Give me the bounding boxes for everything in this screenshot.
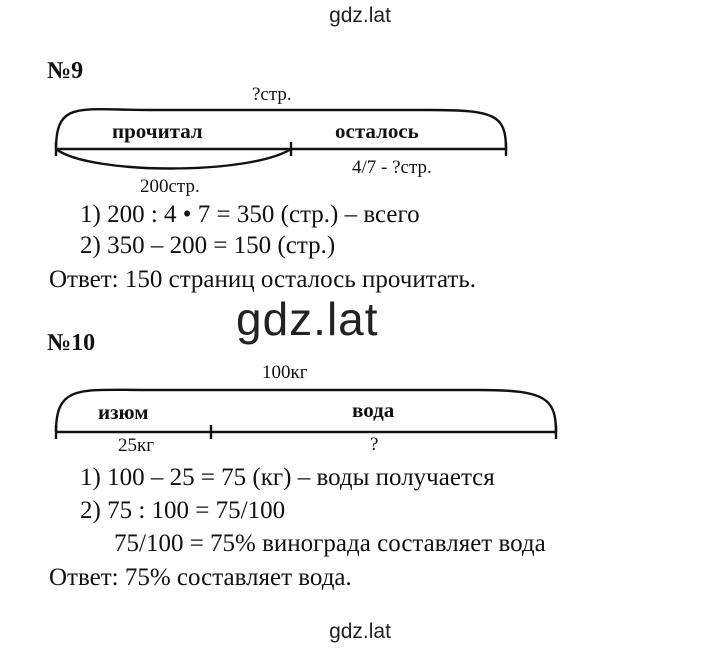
task9-step-2: 2) 350 – 200 = 150 (стр.) xyxy=(80,232,336,259)
task10-right-value: ? xyxy=(370,434,379,455)
task10-step-1: 1) 100 – 25 = 75 (кг) – воды получается xyxy=(80,464,495,491)
task10-total-label: 100кг xyxy=(262,362,308,383)
task10-segment-right: вода xyxy=(352,398,395,422)
task10-left-value: 25кг xyxy=(118,435,155,456)
task9-left-brace xyxy=(56,149,291,169)
watermark-top: gdz.lat xyxy=(329,4,391,27)
watermark-bottom: gdz.lat xyxy=(329,620,391,643)
task9-number: №9 xyxy=(47,58,84,84)
task10-answer: Ответ: 75% составляет вода. xyxy=(49,564,352,591)
task10-segment-left: изюм xyxy=(98,400,149,424)
task9-total-label: ?стр. xyxy=(252,84,292,105)
task9-answer: Ответ: 150 страниц осталось прочитать. xyxy=(49,266,476,293)
task9-segment-left: прочитал xyxy=(112,119,203,143)
task9-step-1: 1) 200 : 4 • 7 = 350 (стр.) – всего xyxy=(80,201,420,228)
task10-step-3: 75/100 = 75% винограда составляет вода xyxy=(114,530,546,557)
task9-left-value: 200стр. xyxy=(140,176,200,197)
task10-step-2: 2) 75 : 100 = 75/100 xyxy=(80,497,286,524)
watermark-middle: gdz.lat xyxy=(236,293,379,345)
task9-segment-right: осталось xyxy=(335,119,419,143)
task9-right-value: 4/7 - ?стр. xyxy=(352,157,432,178)
task10-number: №10 xyxy=(47,330,96,356)
